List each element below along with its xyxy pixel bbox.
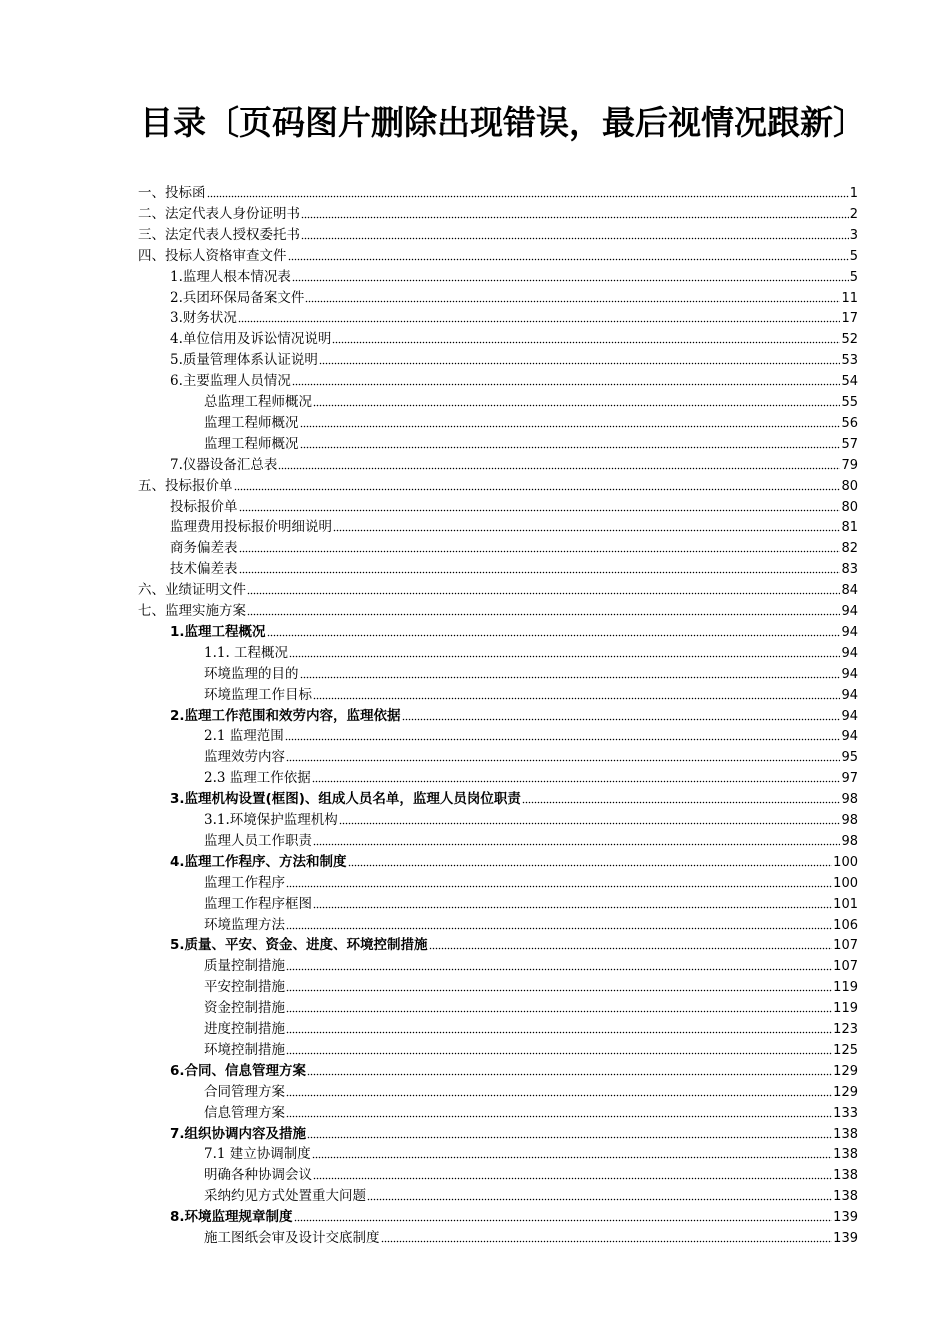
toc-entry-page-number: 3 (849, 227, 858, 243)
toc-entry[interactable] (170, 535, 858, 556)
dot-leader (348, 853, 833, 867)
toc-entry-label: 3.监理机构设置(框图)、组成人员名单，监理人员岗位职责 (170, 791, 521, 808)
dot-leader (207, 184, 849, 198)
toc-entry-page-number: 138 (833, 1189, 858, 1205)
toc-entry-page-number: 129 (833, 1084, 858, 1100)
toc-entry[interactable] (204, 661, 858, 682)
toc-entry-label: 施工图纸会审及设计交底制度 (204, 1230, 380, 1246)
dot-leader (292, 268, 849, 282)
toc-entry-page-number: 123 (833, 1022, 858, 1037)
toc-entry-page-number: 84 (841, 583, 858, 599)
toc-entry[interactable] (170, 264, 858, 285)
toc-entry-page-number: 53 (841, 353, 858, 369)
dot-leader (286, 957, 832, 971)
dot-leader (239, 560, 841, 574)
dot-leader (247, 581, 840, 595)
toc-entry-label: 监理工作程序 (204, 874, 285, 891)
toc-entry-page-number: 79 (841, 457, 858, 473)
toc-entry-page-number: 2 (849, 206, 858, 222)
toc-entry-label: 七、监理实施方案 (138, 603, 246, 619)
dot-leader (312, 769, 841, 783)
toc-entry-label: 监理效劳内容 (204, 749, 285, 766)
toc-entry[interactable] (138, 473, 858, 494)
toc-entry-label: 6.合同、信息管理方案 (170, 1062, 307, 1079)
toc-entry[interactable] (204, 807, 858, 828)
toc-entry[interactable] (204, 1183, 858, 1204)
toc-entry-label: 环境监理工作目标 (204, 686, 312, 703)
dot-leader (286, 1083, 832, 1097)
toc-entry-label: 六、业绩证明文件 (138, 582, 246, 599)
toc-entry[interactable] (170, 619, 858, 640)
dot-leader (313, 895, 832, 909)
dot-leader (313, 393, 840, 407)
dot-leader (267, 623, 841, 637)
toc-entry[interactable] (170, 786, 858, 807)
dot-leader (292, 372, 841, 386)
dot-leader (247, 602, 840, 616)
toc-entry-page-number: 107 (833, 959, 858, 975)
dot-leader (367, 1187, 832, 1201)
dot-leader (278, 456, 840, 470)
toc-entry[interactable] (204, 870, 858, 891)
dot-leader (301, 205, 849, 219)
toc-entry[interactable] (170, 849, 858, 870)
toc-entry-page-number: 119 (833, 980, 858, 996)
toc-entry-label: 3.1.环境保护监理机构 (204, 812, 338, 828)
toc-entry-label: 进度控制措施 (204, 1021, 285, 1037)
dot-leader (312, 1145, 832, 1159)
toc-entry-label: 采纳约见方式处置重大问题 (204, 1188, 366, 1205)
toc-entry[interactable] (204, 410, 858, 431)
toc-entry[interactable] (204, 1016, 858, 1037)
dot-leader (288, 247, 849, 261)
toc-entry-page-number: 94 (841, 624, 858, 640)
toc-entry-label: 信息管理方案 (204, 1104, 285, 1121)
toc-entry-page-number: 139 (833, 1210, 858, 1226)
toc-entry-page-number: 56 (841, 415, 858, 431)
dot-leader (286, 874, 832, 888)
toc-entry-label: 7.仪器设备汇总表 (170, 456, 278, 473)
toc-entry-page-number: 138 (833, 1147, 858, 1163)
toc-entry-page-number: 107 (833, 938, 858, 954)
toc-entry[interactable] (138, 577, 858, 598)
toc-entry-page-number: 52 (841, 332, 858, 348)
dot-leader (234, 477, 841, 491)
toc-entry-page-number: 98 (841, 833, 858, 849)
dot-leader (285, 727, 841, 741)
toc-entry[interactable] (204, 828, 858, 849)
dot-leader (307, 1062, 832, 1076)
toc-entry-page-number: 100 (833, 854, 858, 870)
toc-entry-label: 4.单位信用及诉讼情况说明 (170, 331, 332, 348)
toc-entry-label: 4.监理工作程序、方法和制度 (170, 853, 347, 870)
dot-leader (522, 790, 841, 804)
toc-entry-label: 环境控制措施 (204, 1041, 285, 1058)
toc-entry[interactable] (204, 744, 858, 765)
toc-entry-label: 监理费用投标报价明细说明 (170, 519, 332, 536)
toc-entry-page-number: 1 (849, 186, 858, 201)
dot-leader (313, 832, 840, 846)
dot-leader (286, 1020, 832, 1034)
dot-leader (305, 289, 840, 303)
toc-entry[interactable] (170, 326, 858, 347)
toc-entry[interactable] (170, 703, 858, 724)
dot-leader (238, 309, 841, 323)
toc-entry[interactable] (138, 201, 858, 222)
dot-leader (294, 1208, 833, 1222)
toc-entry-label: 5.质量、平安、资金、进度、环境控制措施 (170, 937, 428, 954)
toc-entry-page-number: 97 (841, 771, 858, 787)
toc-entry[interactable] (138, 598, 858, 619)
toc-entry[interactable] (204, 431, 858, 452)
toc-entry-page-number: 98 (841, 792, 858, 808)
toc-entry-label: 7.1 建立协调制度 (204, 1146, 311, 1163)
toc-entry-page-number: 125 (833, 1042, 858, 1058)
toc-entry[interactable] (204, 953, 858, 974)
toc-entry-label: 一、投标函 (138, 185, 206, 201)
toc-entry-label: 四、投标人资格审查文件 (138, 247, 287, 264)
toc-entry-page-number: 94 (841, 666, 858, 682)
dot-leader (286, 748, 840, 762)
toc-entry[interactable] (170, 1058, 858, 1079)
toc-entry-page-number: 101 (833, 896, 858, 912)
dot-leader (381, 1229, 833, 1243)
toc-entry-page-number: 11 (841, 290, 858, 306)
toc-entry-page-number: 54 (841, 374, 858, 390)
toc-entry[interactable] (204, 640, 858, 661)
toc-entry-label: 技术偏差表 (170, 561, 238, 578)
toc-entry[interactable] (170, 368, 858, 389)
dot-leader (313, 686, 840, 700)
toc-entry[interactable] (204, 891, 858, 912)
toc-entry[interactable] (204, 1100, 858, 1121)
dot-leader (300, 665, 841, 679)
toc-entry[interactable] (138, 180, 858, 201)
dot-leader (286, 978, 832, 992)
dot-leader (300, 414, 841, 428)
toc-entry-page-number: 57 (841, 436, 858, 452)
toc-entry-page-number: 138 (833, 1168, 858, 1184)
toc-entry-page-number: 106 (833, 917, 858, 933)
dot-leader (286, 1041, 832, 1055)
toc-entry-label: 质量控制措施 (204, 958, 285, 975)
toc-entry-page-number: 94 (841, 645, 858, 661)
toc-entry-label: 五、投标报价单 (138, 477, 233, 494)
toc-entry[interactable] (170, 932, 858, 953)
toc-entry-label: 总监理工程师概况 (204, 394, 312, 410)
toc-entry-page-number: 81 (841, 520, 858, 536)
toc-entry-label: 二、法定代表人身份证明书 (138, 205, 300, 222)
dot-leader (286, 999, 832, 1013)
toc-entry-label: 1.监理工程概况 (170, 623, 266, 640)
toc-entry[interactable] (204, 912, 858, 933)
dot-leader (286, 916, 832, 930)
dot-leader (307, 1125, 832, 1139)
toc-entry-label: 7.组织协调内容及措施 (170, 1125, 307, 1142)
toc-entry-label: 环境监理方法 (204, 916, 285, 933)
toc-entry-page-number: 83 (841, 562, 858, 578)
toc-entry[interactable] (138, 243, 858, 264)
dot-leader (319, 351, 841, 365)
dot-leader (313, 1166, 832, 1180)
toc-entry-page-number: 94 (841, 708, 858, 724)
toc-entry-page-number: 139 (833, 1231, 858, 1246)
toc-entry[interactable] (204, 974, 858, 995)
toc-entry-page-number: 82 (841, 541, 858, 557)
toc-entry-label: 2.监理工作范围和效劳内容，监理依据 (170, 707, 401, 724)
toc-entry[interactable] (204, 723, 858, 744)
toc-entry[interactable] (170, 285, 858, 306)
toc-entry[interactable] (204, 1225, 858, 1246)
toc-entry[interactable] (170, 556, 858, 577)
toc-entry[interactable] (170, 305, 858, 326)
toc-entry-page-number: 94 (841, 604, 858, 619)
dot-leader (402, 707, 841, 721)
toc-entry-page-number: 80 (841, 499, 858, 515)
toc-entry-page-number: 80 (841, 478, 858, 494)
toc-entry-page-number: 95 (841, 750, 858, 766)
toc-entry-label: 合同管理方案 (204, 1083, 285, 1100)
toc-entry-label: 2.1 监理范围 (204, 728, 284, 745)
toc-entry-page-number: 55 (841, 395, 858, 410)
toc-entry-label: 明确各种协调会议 (204, 1167, 312, 1184)
toc-entry-page-number: 5 (849, 269, 858, 285)
toc-entry[interactable] (170, 452, 858, 473)
toc-entry[interactable] (170, 1204, 858, 1225)
toc-entry-label: 1.1. 工程概况 (204, 644, 289, 661)
toc-entry-label: 1.监理人根本情况表 (170, 268, 291, 285)
dot-leader (332, 330, 840, 344)
toc-entry-label: 监理工作程序框图 (204, 895, 312, 912)
toc-entry-page-number: 133 (833, 1105, 858, 1121)
toc-entry-label: 5.质量管理体系认证说明 (170, 352, 318, 369)
dot-leader (300, 435, 841, 449)
dot-leader (429, 936, 833, 950)
toc-entry[interactable] (170, 347, 858, 368)
toc-entry[interactable] (204, 682, 858, 703)
toc-entry[interactable] (204, 389, 858, 410)
toc-entry[interactable] (204, 1162, 858, 1183)
toc-entry[interactable] (170, 1121, 858, 1142)
toc-entry-label: 2.兵团环保局备案文件 (170, 289, 305, 306)
toc-entry-label: 8.环境监理规章制度 (170, 1209, 293, 1226)
dot-leader (301, 226, 849, 240)
toc-entry-page-number: 5 (849, 248, 858, 264)
toc-entry-label: 环境监理的目的 (204, 665, 299, 682)
dot-leader (333, 518, 840, 532)
dot-leader (339, 811, 841, 825)
toc-entry-label: 2.3 监理工作依据 (204, 770, 311, 787)
toc-title: 目录〔页码图片删除出现错误，最后视情况跟新〕 (140, 103, 866, 142)
toc-entry[interactable] (204, 1037, 858, 1058)
toc-entry-page-number: 100 (833, 875, 858, 891)
toc-entry-label: 6.主要监理人员情况 (170, 373, 291, 390)
toc-entry-label: 平安控制措施 (204, 979, 285, 996)
toc-entry-page-number: 129 (833, 1063, 858, 1079)
dot-leader (239, 539, 841, 553)
toc-entry-label: 监理人员工作职责 (204, 832, 312, 849)
toc-entry[interactable] (204, 1079, 858, 1100)
toc-entry-label: 监理工程师概况 (204, 435, 299, 452)
dot-leader (239, 498, 841, 512)
toc-entry-label: 资金控制措施 (204, 1000, 285, 1017)
toc-entry-label: 三、法定代表人授权委托书 (138, 226, 300, 243)
toc-entry[interactable] (204, 995, 858, 1016)
toc-entry[interactable] (138, 222, 858, 243)
dot-leader (289, 644, 840, 658)
toc-entry-page-number: 119 (833, 1001, 858, 1017)
toc-entry-page-number: 138 (833, 1126, 858, 1142)
toc-entry-label: 投标报价单 (170, 498, 238, 515)
toc-entry-label: 商务偏差表 (170, 540, 238, 557)
dot-leader (286, 1104, 832, 1118)
toc-entry[interactable] (204, 1141, 858, 1162)
toc-entry-page-number: 98 (841, 813, 858, 828)
toc-entry-label: 3.财务状况 (170, 310, 237, 327)
toc-entry-page-number: 17 (841, 311, 858, 327)
toc-entry[interactable] (204, 765, 858, 786)
toc-entry-page-number: 94 (841, 687, 858, 703)
toc-entry[interactable] (170, 494, 858, 515)
toc-entry[interactable] (170, 514, 858, 535)
toc-entry-label: 监理工程师概况 (204, 414, 299, 431)
toc-entry-page-number: 94 (841, 729, 858, 745)
